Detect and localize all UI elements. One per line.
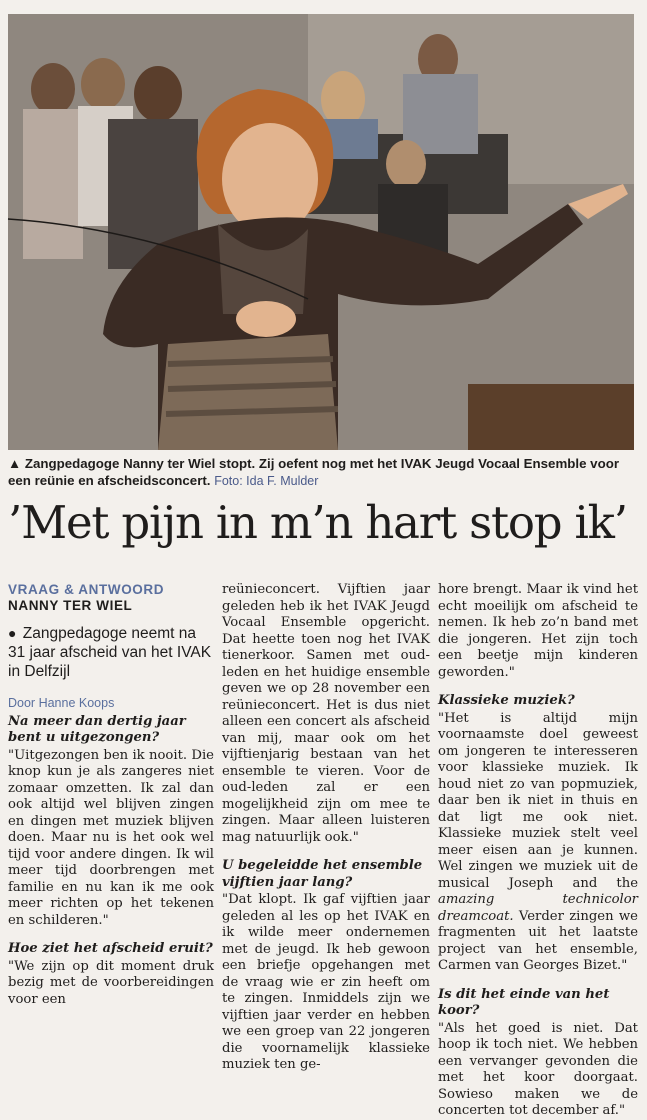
- column-2: [222, 582, 430, 1074]
- section-kicker: VRAAG & ANTWOORD: [8, 582, 165, 597]
- caption-text: ▲ Zangpedagoge Nanny ter Wiel stopt. Zij oefent nog met het IVAK Jeugd Vocaal Ensemble voor een reünie en afscheidsconcert.: [8, 456, 619, 488]
- choir-rehearsal-image: [8, 14, 634, 450]
- answer-2-continued: reünieconcert. Vijftien jaar geleden heb ik het IVAK Jeugd Vocaal Ensemble opgericht. Dat heette toen nog het IVAK tienerkoor. Samen met oud-leden en het huidige ensemble geven we op 28 november een reünieconcert. Het is dus niet alleen een concert als afscheid van mij, maar ook om het vijftienjarig bestaan van het ensemble te vieren. Voor de oud-leden zal er een mogelijkheid zijn om mee te zingen. Maar alleen luisteren mag natuurlijk ook.": [222, 582, 430, 845]
- answer-4: [438, 711, 638, 975]
- answer-4-title: amazing technicolor dreamcoat.: [438, 892, 638, 924]
- column-3: [438, 582, 638, 1120]
- answer-3: "Dat klopt. Ik gaf vijftien jaar geleden al les op het IVAK en ik wilde meer ondernemen met de jeugd. Ik heb gewoon een briefje opgehangen met de vraag wie er zin heeft om te zingen. Inmiddels zijn we vijftien jaar verder en hebben we een groep van 22 jongeren die voornamelijk klassieke muziek ten ge-: [222, 892, 430, 1072]
- question-5: Is dit het einde van het koor?: [438, 986, 610, 1018]
- bullet-icon: ●: [8, 625, 17, 641]
- column-1: [8, 582, 214, 1008]
- answer-2: "We zijn op dit moment druk bezig met de voorbereidingen voor een: [8, 958, 214, 1007]
- answer-4-part-1: "Het is altijd mijn voornaamste doel geweest om jongeren te interesseren voor klassieke muziek. Ik houd niet zo van popmuziek, daar ben ik niet in thuis en dat ligt me ook niet. Klassieke muziek stelt veel meer eisen aan je kunnen. Wel zingen we muziek uit de musical Joseph and the: [438, 710, 638, 891]
- photo-credit: Foto: Ida F. Mulder: [214, 474, 319, 488]
- question-1: Na meer dan dertig jaar bent u uitgezongen?: [8, 713, 186, 745]
- byline: Door Hanne Koops: [8, 696, 115, 710]
- subject-name: NANNY TER WIEL: [8, 598, 133, 613]
- article-headline: ’Met pijn in m’n hart stop ik’: [8, 496, 627, 549]
- article-photo: [8, 14, 634, 450]
- answer-5: "Als het goed is niet. Dat hoop ik toch niet. We hebben een vervanger gevonden die met het koor doorgaat. Sowieso maken we de concerten tot december af.": [438, 1020, 638, 1118]
- question-3: U begeleidde het ensemble vijftien jaar lang?: [222, 858, 423, 890]
- question-2: Hoe ziet het afscheid eruit?: [8, 941, 213, 956]
- article-lead: [8, 624, 214, 681]
- question-4: Klassieke muziek?: [438, 693, 575, 708]
- answer-3-continued: hore brengt. Maar ik vind het echt moeilijk om afscheid te nemen. Ik heb zo’n band met die jongeren. Het zijn toch een beetje mijn kinderen geworden.": [438, 582, 638, 680]
- lead-text: Zangpedagoge neemt na 31 jaar afscheid van het IVAK in Delfzijl: [8, 625, 212, 680]
- answer-1: "Uitgezongen ben ik nooit. Die knop kun je als zangeres niet zomaar omzetten. Ik zal dan ook altijd wel blijven zingen en dingen met muziek blijven doen. Maar nu is het ook wel tijd voor andere dingen. Ik wil meer tijd doorbrengen met familie en nu kan ik me ook meer richten op het tekenen en schilderen.": [8, 747, 214, 928]
- photo-caption: [8, 455, 634, 490]
- answer-4-part-2: Verder zingen we fragmenten uit het laatste project van het ensemble, Carmen van Georges Bizet.": [438, 908, 638, 973]
